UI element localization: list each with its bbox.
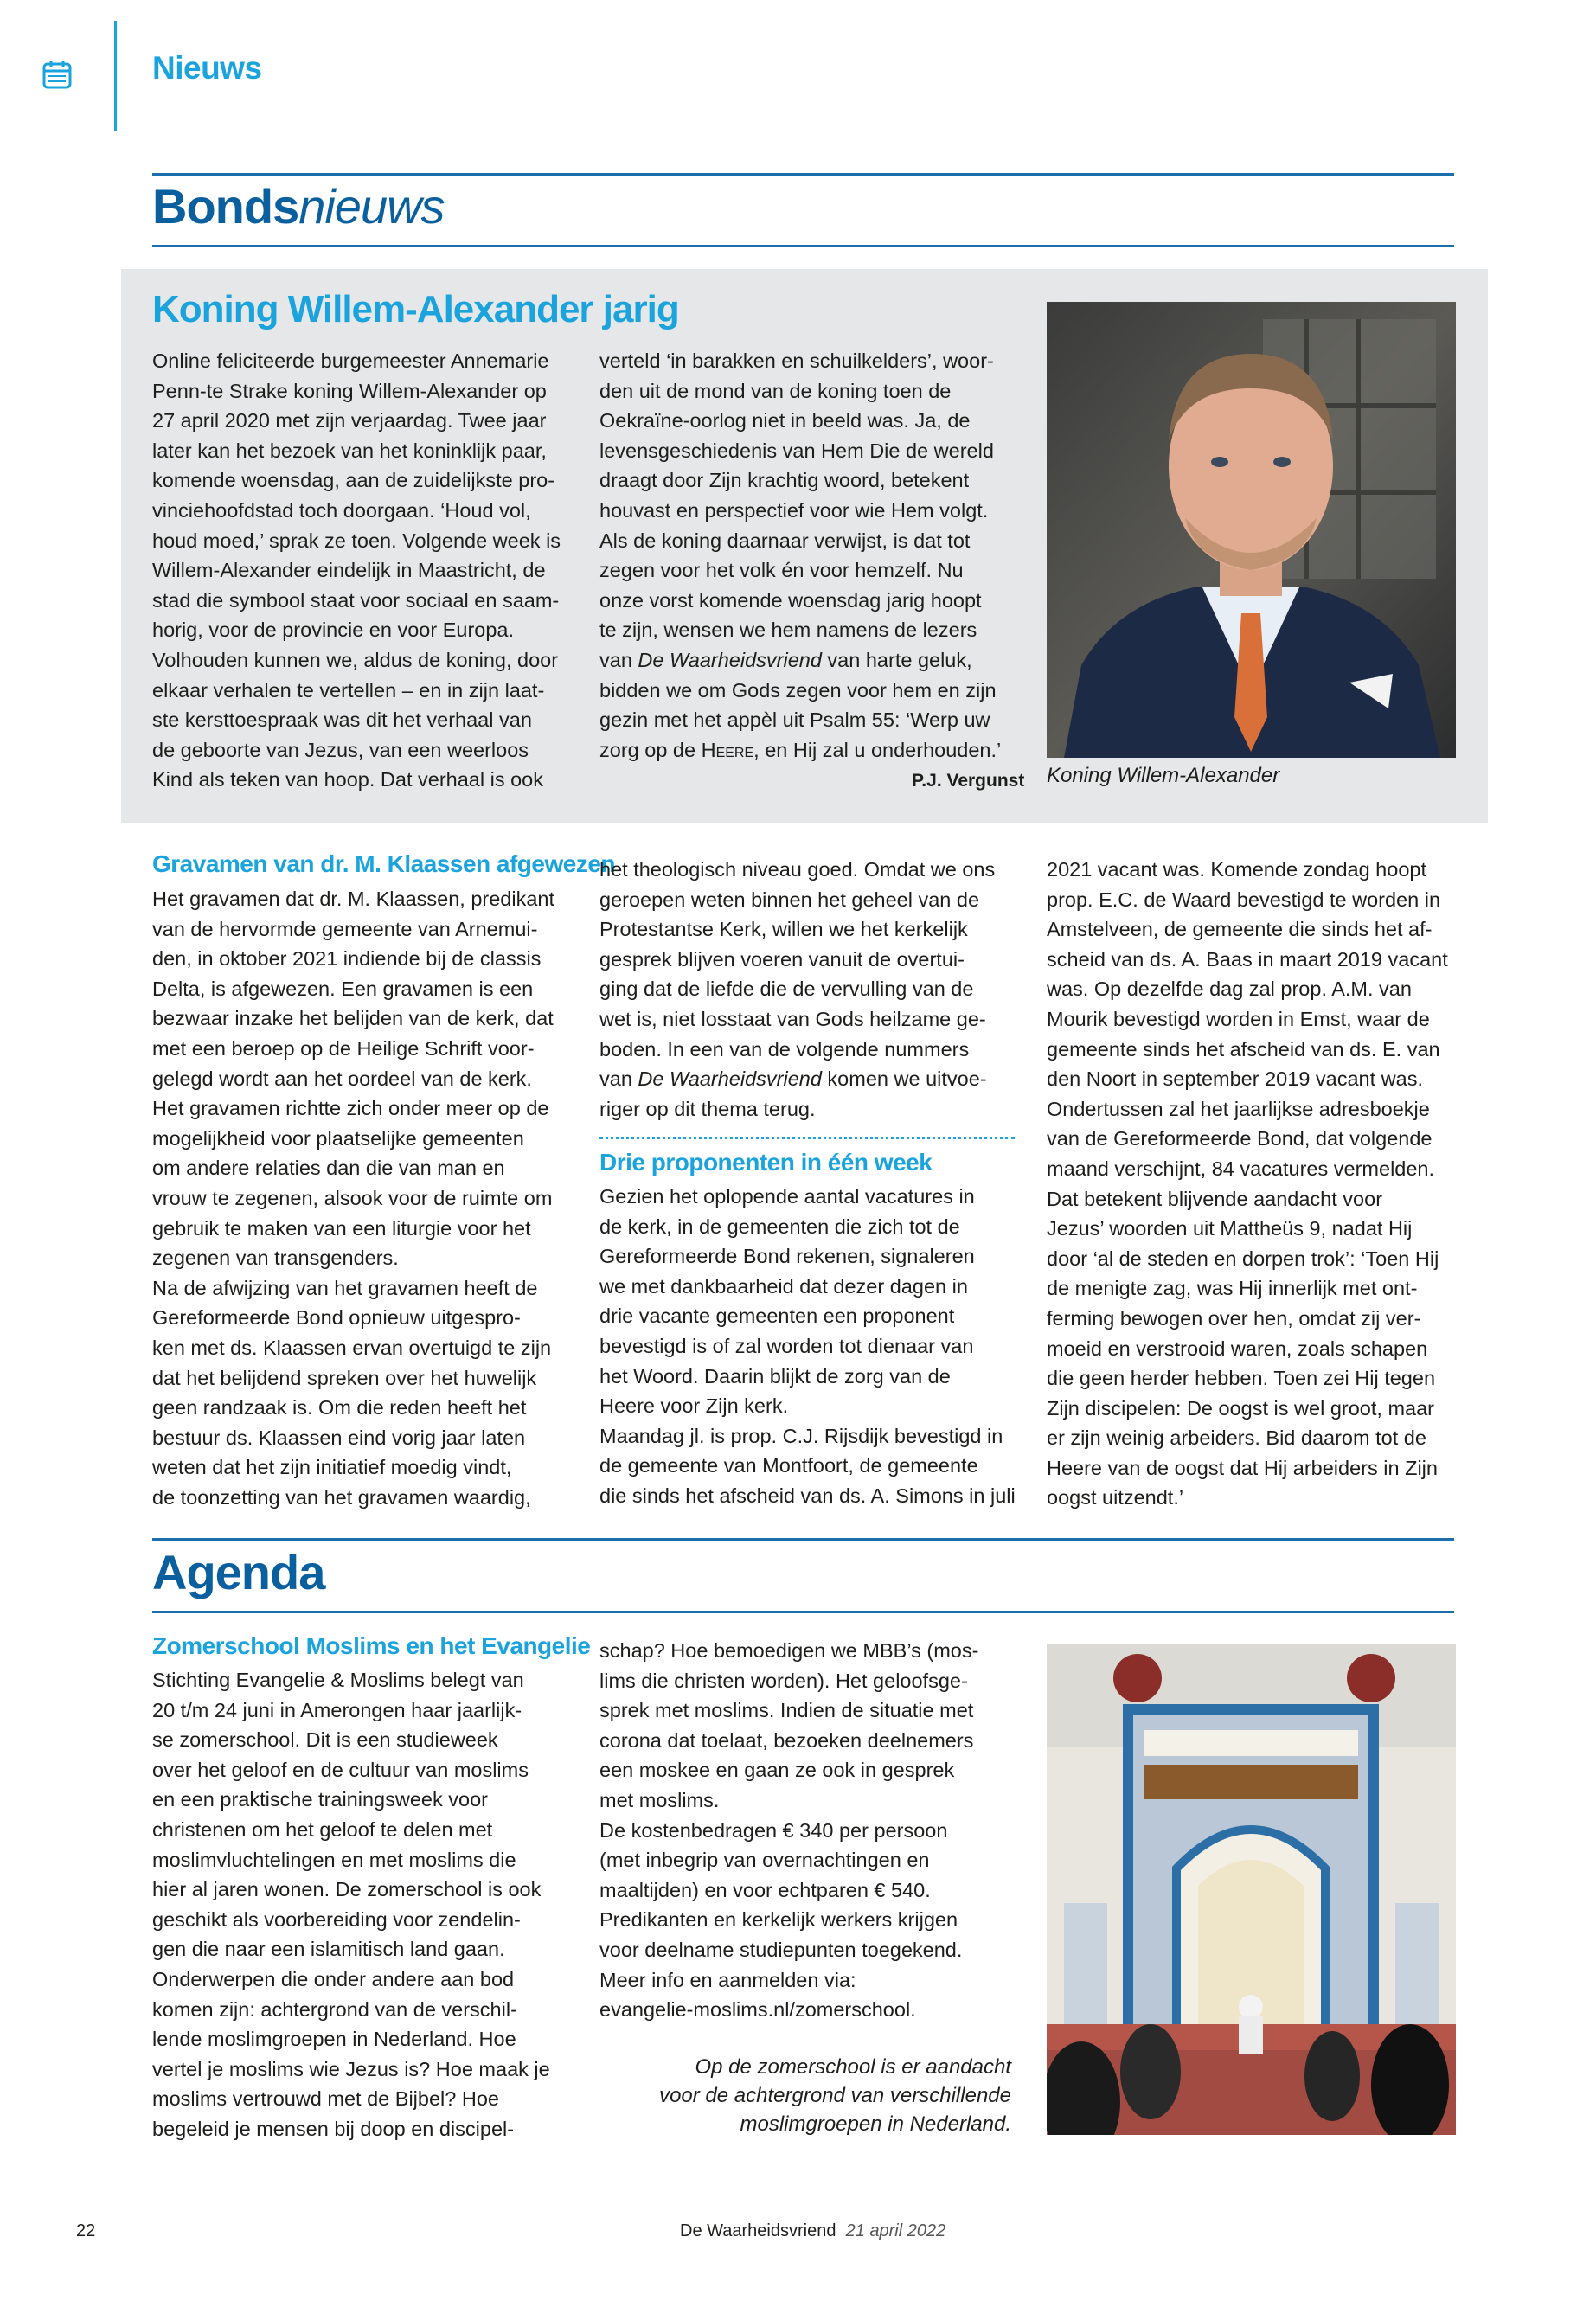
mosque-photo (1047, 1644, 1456, 2135)
magazine-footer: De Waarheidsvriend 21 april 2022 (680, 2221, 946, 2240)
gravamen-col2: het theologisch niveau goed. Omdat we ons geroepen weten binnen het geheel van de Protestantse Kerk, willen we het kerkelijk gesprek blijven voeren vanuit de overtui- ging dat de liefde die de vervulling van de wet is, niet losstaat van Gods heilzame ge- boden. In een van de volgende nummers van De Waarheidsvriend komen we uitvoe- riger op dit thema terug. (599, 858, 996, 1120)
gravamen-col1: Het gravamen dat dr. M. Klaassen, predikant van de hervormde gemeente van Arnemui- den, in oktober 2021 indiende bij de classis Delta, is afgewezen. Een gravamen is een bezwaar inzake het belijden van de kerk, dat met een beroep op de Heilige Schrift voor- gelegd wordt aan het oordeel van de kerk. Het gravamen richtte zich onder meer op de mogelijkheid voor plaatselijke gemeenten om andere relaties dan die van man en vrouw te zegenen, alsook voor de ruimte om gebruik te maken van een liturgie voor het zegenen van transgenders. Na de afwijzing van het gravamen heeft de Gereformeerde Bond opnieuw uitgespro- ken met ds. Klaassen ervan overtuigd te zijn dat het belijdend spreken over het huwelijk geen randzaak is. Om die reden heeft het bestuur ds. Klaassen eind vorig jaar laten weten dat het zijn initiatief moedig vindt, de toonzetting van het gravamen waardig, (152, 888, 555, 1509)
proponenten-col2: Gezien het oplopende aantal vacatures in de kerk, in de gemeenten die zich tot de Gereformeerde Bond rekenen, signaleren we met dankbaarheid dat dezer dagen in drie vacante gemeenten een proponent bevestigd is of zal worden tot dienaar van het Woord. Daarin blijkt de zorg van de Heere voor Zijn kerk. Maandag jl. is prop. C.J. Rijsdijk bevestigd in de gemeente van Montfoort, de gemeente die sinds het afscheid van ds. A. Simons in juli (599, 1185, 1016, 1507)
bondsnieuws-heading: Bondsnieuws (152, 179, 445, 234)
photo-caption: Koning Willem-Alexander (1047, 764, 1280, 787)
dotted-divider (599, 1137, 1015, 1139)
page-number: 22 (76, 2221, 96, 2240)
article-author: P.J. Vergunst (912, 771, 1025, 791)
king-photo (1047, 302, 1456, 758)
heading-rule-top (152, 173, 1454, 176)
koning-col1: Online feliciteerde burgemeester Annemarie Penn-te Strake koning Willem-Alexander op 27 april 2020 met zijn verjaardag. Twee jaar later kan het bezoek van het koninklijk paar, komende woensdag, aan de zuidelijkste pro- vinciehoofdstad toch doorgaan. ‘Houd vol, houd moed,’ sprak ze toen. Volgende week is Willem-Alexander eindelijk in Maastricht, de stad die symbool staat voor sociaal en saam- horig, voor de provincie en voor Europa. Volhouden kunnen we, aldus de koning, door elkaar verhalen te vertellen – en in zijn laat- ste kersttoespraak was dit het verhaal van de geboorte van Jezus, van een weerloos Kind als teken van hoop. Dat verhaal is ook (152, 349, 561, 792)
section-label: Nieuws (152, 50, 262, 86)
agenda-heading: Agenda (152, 1545, 325, 1599)
article-title: Koning Willem-Alexander jarig (152, 288, 679, 330)
header-divider (114, 21, 117, 131)
agenda-rule-top (152, 1538, 1454, 1541)
agenda-rule-bottom (152, 1611, 1454, 1613)
mosque-caption: Op de zomerschool is er aandacht voor de achtergrond van verschillende moslimgroepen in Nederland. (659, 2055, 1011, 2136)
agenda-title: Zomerschool Moslims en het Evangelie (152, 1632, 591, 1659)
proponenten-col3: 2021 vacant was. Komende zondag hoopt prop. E.C. de Waard bevestigd te worden in Amstelveen, de gemeente die sinds het af- scheid van ds. A. Baas in maart 2019 vacant was. Op dezelfde dag zal prop. A.M. van Mourik bevestigd worden in Emst, waar de gemeente sinds het afscheid van ds. E. van den Noort in september 2019 vacant was. Ondertussen zal het jaarlijkse adresboekje van de Gereformeerde Bond, dat volgende maand verschijnt, 84 vacatures vermelden. Dat betekent blijvende aandacht voor Jezus’ woorden uit Mattheüs 9, nadat Hij door ‘al de steden en dorpen trok’: ‘Toen Hij de menigte zag, was Hij innerlijk met ont- ferming bewogen over hen, omdat zij ver- moeid en verstrooid waren, zoals schapen die geen herder hebben. Toen zei Hij tegen Zijn discipelen: De oogst is wel groot, maar er zijn weinig arbeiders. Bid daarom tot de Heere van de oogst dat Hij arbeiders in Zijn oogst uitzendt.’ (1047, 858, 1448, 1509)
agenda-col1: Stichting Evangelie & Moslims belegt van 20 t/m 24 juni in Amerongen haar jaarlijk- se zomerschool. Dit is een studieweek over het geloof en de cultuur van moslims en een praktische trainingsweek voor christenen om het geloof te delen met moslimvluchtelingen en met moslims die hier al jaren wonen. De zomerschool is ook geschikt als voorbereiding voor zendelin- gen die naar een islamitisch land gaan. Onderwerpen die onder andere aan bod komen zijn: achtergrond van de verschil- lende moslimgroepen in Nederland. Hoe vertel je moslims wie Jezus is? Hoe maak je moslims vertrouwd met de Bijbel? Hoe begeleid je mensen bij doop en discipel- (152, 1669, 550, 2140)
gravamen-title: Gravamen van dr. M. Klaassen afgewezen (152, 850, 616, 877)
koning-col2: verteld ‘in barakken en schuilkelders’, woor- den uit de mond van de koning toen de Oekraïne-oorlog niet in beeld was. Ja, de levensgeschiedenis van Hem Die de wereld draagt door Zijn krachtig woord, betekent houvast en perspectief voor wie Hem volgt. Als de koning daarnaar verwijst, is dat tot zegen voor het volk én voor hemzelf. Nu onze vorst komende woensdag jarig hoopt te zijn, wensen we hem namens de lezers van De Waarheidsvriend van harte geluk, bidden we om Gods zegen voor hem en zijn gezin met het appèl uit Psalm 55: ‘Werp uw zorg op de Heere, en Hij zal u onderhouden.’ (599, 349, 1002, 761)
agenda-col2: schap? Hoe bemoedigen we MBB’s (mos- lims die christen worden). Het geloofsge- sprek met moslims. Indien de situatie met corona dat toelaat, bezoeken deelnemers een moskee en gaan ze ook in gesprek met moslims. De kostenbedragen € 340 per persoon (met inbegrip van overnachtingen en maaltijden) en voor echtparen € 540. Predikanten en kerkelijk werkers krijgen voor deelname studiepunten toegekend. Meer info en aanmelden via: evangelie-moslims.nl/zomerschool. (599, 1639, 979, 2022)
calendar-icon (42, 59, 73, 90)
proponenten-title: Drie proponenten in één week (599, 1149, 933, 1176)
heading-rule-bottom (152, 245, 1454, 247)
